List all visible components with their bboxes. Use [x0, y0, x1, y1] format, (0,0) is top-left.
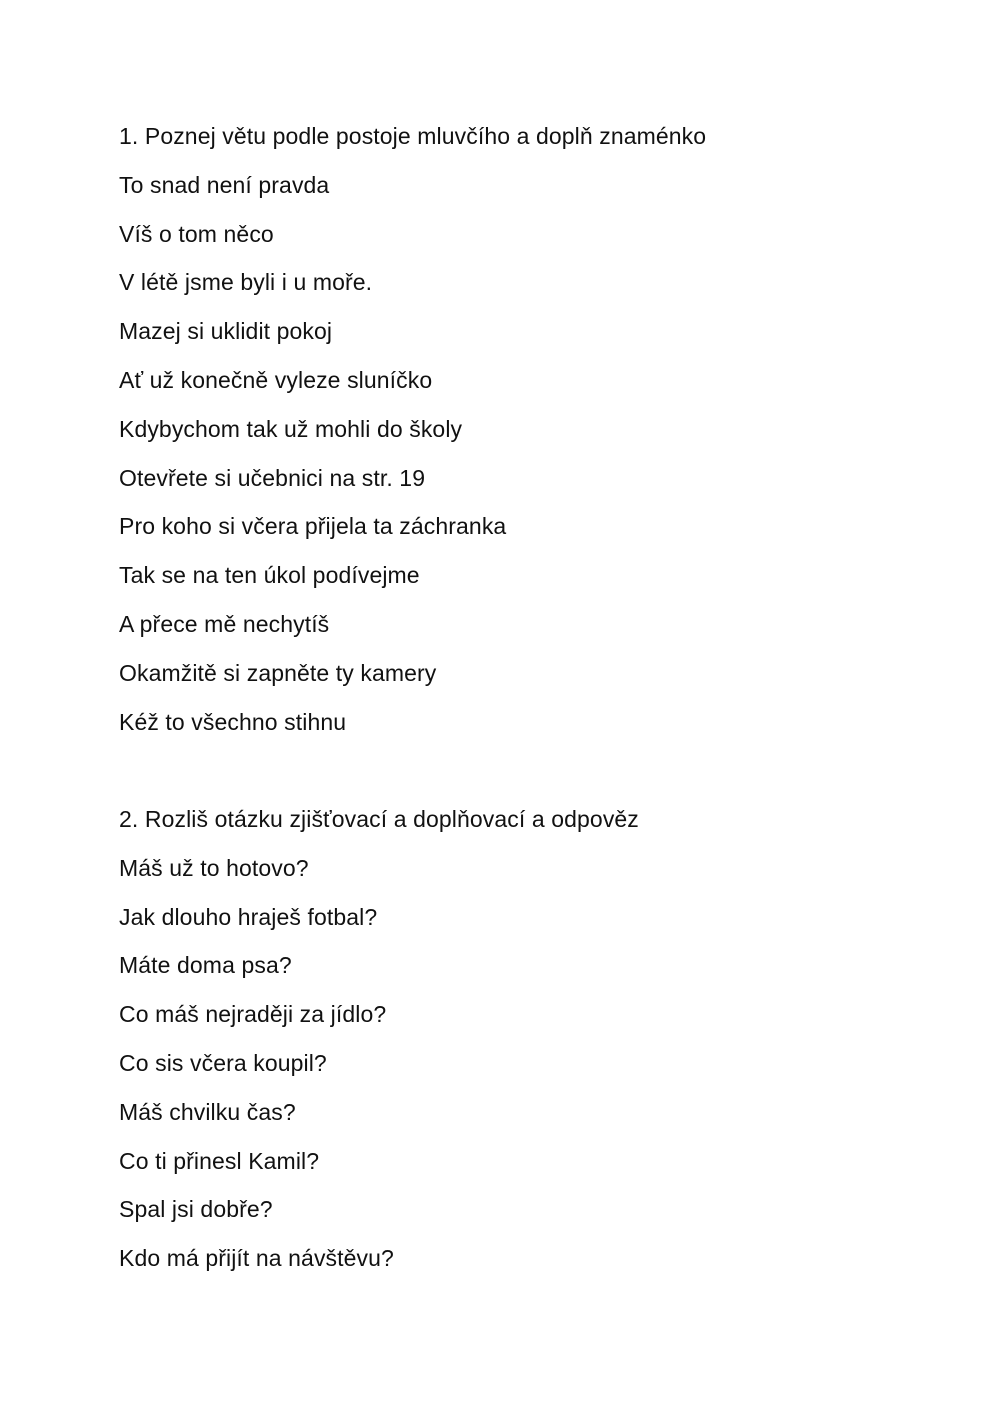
sentence-item: Otevřete si učebnici na str. 19 [119, 464, 426, 491]
question-item: Kdo má přijít na návštěvu? [119, 1245, 394, 1272]
exercise-1-heading: 1. Poznej větu podle postoje mluvčího a doplň znaménko [119, 123, 707, 149]
sentence-item: V létě jsme byli i u moře. [119, 269, 373, 296]
sentence-item: Ať už konečně vyleze sluníčko [119, 366, 433, 393]
sentence-item: A přece mě nechytíš [119, 610, 330, 637]
exercise-2-heading: 2. Rozliš otázku zjišťovací a doplňovací a odpověz [119, 806, 639, 832]
exercise-1 [119, 118, 939, 752]
sentence-item: To snad není pravda [119, 171, 330, 198]
question-item: Spal jsi dobře? [119, 1196, 273, 1223]
sentence-item: Víš o tom něco [119, 220, 274, 247]
question-item: Co sis včera koupil? [119, 1049, 327, 1076]
sentence-item: Kdybychom tak už mohli do školy [119, 415, 463, 442]
question-item: Máš už to hotovo? [119, 854, 309, 881]
sentence-item: Tak se na ten úkol podívejme [119, 562, 420, 589]
question-item: Jak dlouho hraješ fotbal? [119, 903, 378, 930]
question-item: Máte doma psa? [119, 952, 292, 979]
sentence-item: Okamžitě si zapněte ty kamery [119, 659, 437, 686]
question-item: Co máš nejraději za jídlo? [119, 1001, 387, 1028]
question-item: Máš chvilku čas? [119, 1098, 296, 1125]
exercise-2 [119, 801, 939, 1289]
sentence-item: Mazej si uklidit pokoj [119, 318, 333, 345]
sentence-item: Kéž to všechno stihnu [119, 708, 347, 735]
question-item: Co ti přinesl Kamil? [119, 1147, 320, 1174]
sentence-item: Pro koho si včera přijela ta záchranka [119, 513, 507, 540]
